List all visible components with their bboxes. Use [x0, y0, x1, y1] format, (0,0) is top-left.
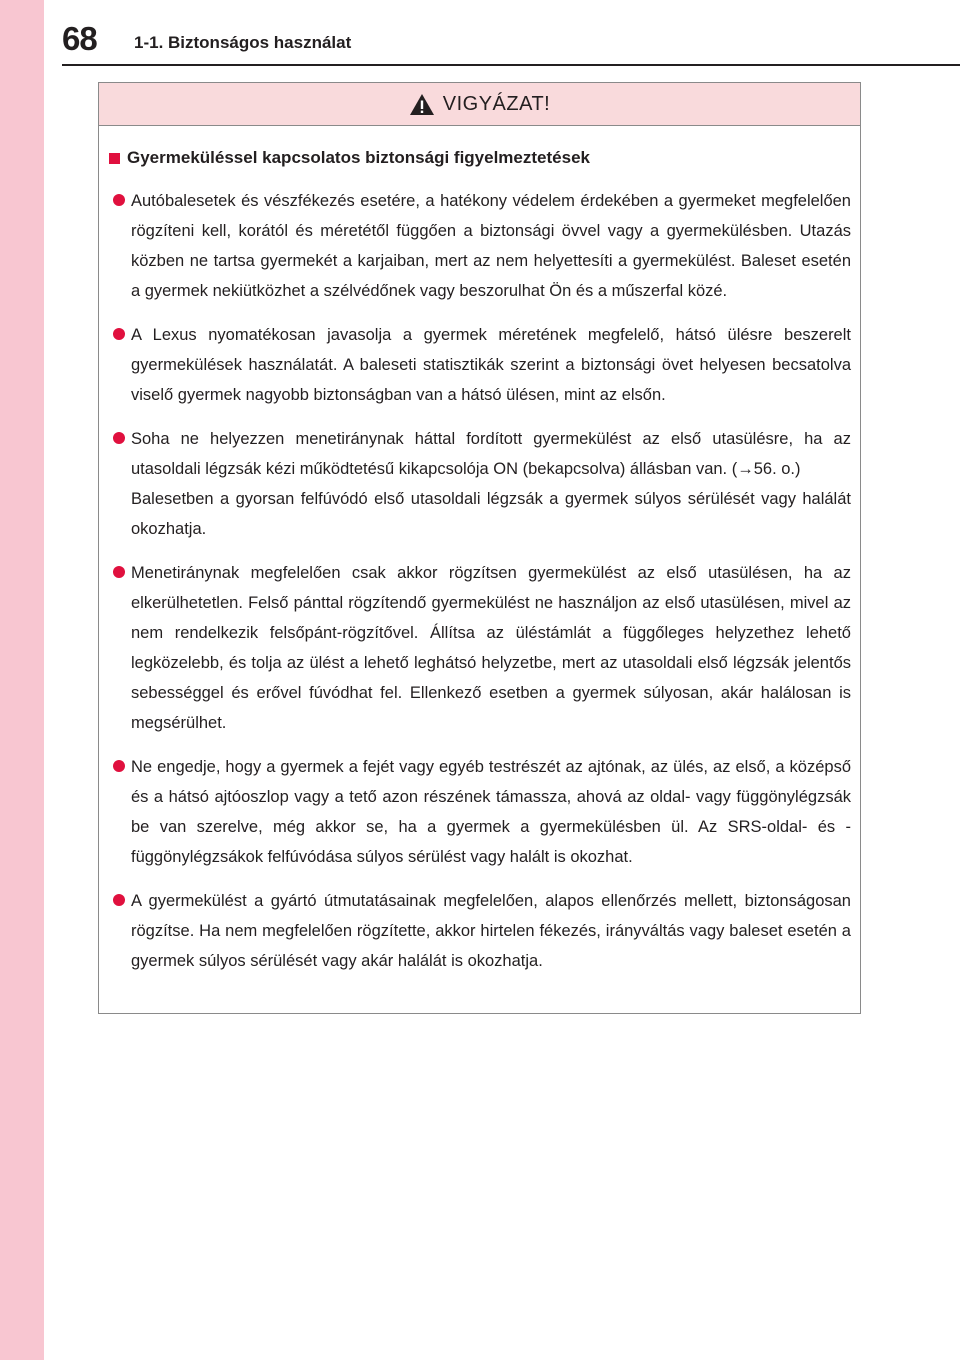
- list-item-text: Ne engedje, hogy a gyermek a fejét vagy egyéb testrészét az ajtónak, az ülés, az első, a középső és a hátsó ajtóoszlop vagy a tető azon részének támassza, ahová az oldal- vagy függönylégzsák be van szerelve, még akkor se, ha a gyermek a gyermekülésben ül. Az SRS-oldal- és -függönylégzsákok felfúvódása súlyos sérülést vagy halált is okozhat.: [131, 758, 851, 866]
- page-number: 68: [62, 20, 97, 57]
- list-item-text: Soha ne helyezzen menetiránynak háttal fordított gyermekülést az első utasülésre, ha az utasoldali légzsák kézi működtetésű kikapcsolója ON (bekapcsolva) állásban van. (→56. o.): [131, 430, 851, 478]
- list-item: [109, 424, 852, 544]
- section-title: 1-1. Biztonságos használat: [134, 33, 352, 52]
- caution-header: [99, 83, 860, 126]
- list-item-text-continued: Balesetben a gyorsan felfúvódó első utasoldali légzsák a gyermek súlyos sérülését vagy halálát okozhatja.: [131, 490, 851, 538]
- list-item-text: A gyermekülést a gyártó útmutatásainak megfelelően, alapos ellenőrzés mellett, biztonságosan rögzítse. Ha nem megfelelően rögzítette, akkor hirtelen fékezés, irányváltás vagy baleset esetén a gyermek súlyos sérülését vagy akár halálát is okozhatja.: [131, 892, 851, 970]
- bullet-dot-icon: [113, 566, 125, 578]
- caution-box: [98, 82, 861, 1014]
- subheading-text: Gyermeküléssel kapcsolatos biztonsági figyelmeztetések: [127, 148, 590, 167]
- list-item: [109, 320, 852, 410]
- square-bullet-icon: [109, 153, 120, 164]
- bullet-dot-icon: [113, 760, 125, 772]
- list-item-text-group: [131, 424, 851, 544]
- list-item: [109, 752, 852, 872]
- header-rule: [62, 64, 960, 66]
- bullet-dot-icon: [113, 432, 125, 444]
- list-item: [109, 186, 852, 306]
- warning-triangle-icon: [409, 93, 435, 116]
- list-item: [109, 886, 852, 976]
- caution-body: [99, 126, 860, 976]
- list-item-text: Menetiránynak megfelelően csak akkor rögzítsen gyermekülést az első utasülésen, ha az elkerülhetetlen. Felső pánttal rögzítendő gyermekülést ne használjon az első utasülésen, mivel az nem rendelkezik felsőpánt-rögzítővel. Állítsa az üléstámlát a függőleges helyzethez lehető legközelebb, és tolja az ülést a lehető leghátsó helyzetbe, mert az utasoldali első légzsák jelentős sebességgel és erővel fúvódhat fel. Ellenkező esetben a gyermek súlyosan, akár halálosan is megsérülhet.: [131, 564, 851, 732]
- bullet-dot-icon: [113, 194, 125, 206]
- list-item: [109, 558, 852, 738]
- list-item-text: A Lexus nyomatékosan javasolja a gyermek méretének megfelelő, hátsó ülésre beszerelt gyermekülések használatát. A baleseti statisztikák szerint a biztonsági övet helyesen becsatolva viselő gyermek nagyobb biztonságban van a hátsó ülésen, mint az elsőn.: [131, 326, 851, 404]
- bullet-dot-icon: [113, 894, 125, 906]
- side-color-strip: [0, 0, 44, 1360]
- caution-subheading: [109, 148, 852, 168]
- caution-label: VIGYÁZAT!: [442, 92, 551, 115]
- list-item-text: Autóbalesetek és vészfékezés esetére, a hatékony védelem érdekében a gyermeket megfelelően rögzíteni kell, korától és méretétől függően a biztonsági övvel vagy a gyermekülésben. Utazás közben ne tartsa gyermekét a karjaiban, mert az nem helyettesíti a gyermekülést. Baleset esetén a gyermek nekiütközhet a szélvédőnek vagy beszorulhat Ön és a műszerfal közé.: [131, 192, 851, 300]
- bullet-dot-icon: [113, 328, 125, 340]
